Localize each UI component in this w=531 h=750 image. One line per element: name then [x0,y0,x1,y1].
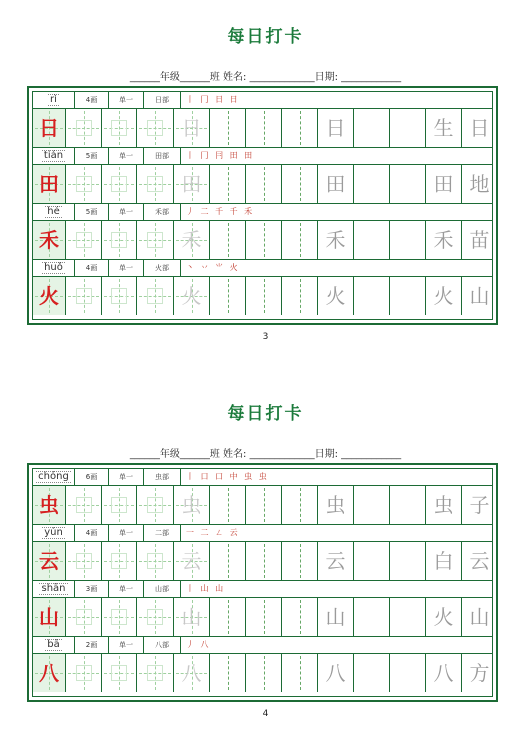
practice-box[interactable] [354,277,390,315]
practice-box[interactable] [137,277,174,315]
practice-box[interactable] [462,165,498,203]
practice-box[interactable] [66,598,102,636]
trace-character: 禾 [181,228,202,252]
example-character: 火 [325,284,346,308]
example-character: 子 [469,493,490,517]
model-character-box [33,277,66,315]
pinyin-label [33,637,75,653]
guide-square [111,497,127,513]
guide-square [111,288,127,304]
guide-square [111,553,127,569]
model-character: 田 [39,172,59,196]
character-practice-row [33,109,492,148]
radical-label: 田部 [144,148,181,164]
stroke-order: 丶 丷 ⺌ 火 [186,263,240,272]
example-character: 白 [433,549,454,573]
example-character: 地 [469,172,490,196]
practice-box[interactable] [354,542,390,580]
guide-square [147,232,163,248]
practice-box[interactable] [462,486,498,524]
example-character: 山 [469,605,490,629]
character-info-row [33,92,492,109]
character-practice-row [33,654,492,693]
practice-box[interactable] [174,654,210,692]
practice-box[interactable] [318,542,354,580]
guide-line-vertical [300,167,301,201]
example-character: 苗 [469,228,490,252]
practice-box[interactable] [66,486,102,524]
stroke-order: 丨 冂 冃 田 田 [186,151,255,160]
structure-label: 单一 [109,260,144,276]
guide-line-vertical [300,656,301,690]
model-character-box [33,486,66,524]
practice-box[interactable] [210,598,246,636]
practice-box[interactable] [66,277,102,315]
practice-box[interactable] [210,542,246,580]
structure-label: 单一 [109,204,144,220]
model-character: 日 [39,116,59,140]
practice-box[interactable] [426,221,462,259]
guide-line-vertical [300,223,301,257]
practice-box[interactable] [137,542,174,580]
example-character: 日 [325,116,346,140]
guide-line-vertical [300,544,301,578]
guide-line-vertical [228,600,229,634]
practice-box[interactable] [318,109,354,147]
practice-box[interactable] [462,542,498,580]
model-character: 八 [39,661,59,685]
practice-box[interactable] [390,486,426,524]
pinyin-text: hé [47,206,60,217]
character-info-row [33,148,492,165]
practice-box[interactable] [426,277,462,315]
structure-label: 单一 [109,148,144,164]
practice-box[interactable] [174,165,210,203]
guide-line-vertical [300,488,301,522]
stroke-order: 丨 冂 日 日 [186,95,240,104]
practice-box[interactable] [462,109,498,147]
practice-box[interactable] [426,165,462,203]
guide-square [147,176,163,192]
model-character-box [33,109,66,147]
stroke-order: 丨 口 口 中 虫 虫 [186,472,269,481]
pinyin-label [33,204,75,220]
practice-box[interactable] [462,221,498,259]
guide-square [76,665,92,681]
guide-line-vertical [228,279,229,313]
example-character: 虫 [325,493,346,517]
guide-square [147,288,163,304]
guide-square [76,497,92,513]
practice-box[interactable] [282,598,318,636]
guide-square [147,120,163,136]
practice-box[interactable] [246,654,282,692]
practice-box[interactable] [102,109,137,147]
trace-character: 虫 [181,493,202,517]
practice-box[interactable] [66,654,102,692]
model-character-box [33,542,66,580]
guide-line-vertical [228,656,229,690]
structure-label: 单一 [109,581,144,597]
practice-box[interactable] [66,542,102,580]
guide-square [111,176,127,192]
stroke-count: 5画 [75,204,109,220]
guide-line-vertical [300,279,301,313]
practice-box[interactable] [282,221,318,259]
practice-box[interactable] [390,165,426,203]
guide-square [76,288,92,304]
character-practice-row [33,486,492,525]
practice-box[interactable] [282,277,318,315]
example-character: 禾 [325,228,346,252]
practice-box[interactable] [318,165,354,203]
practice-box[interactable] [210,165,246,203]
example-character: 日 [469,116,490,140]
character-practice-row [33,165,492,204]
practice-box[interactable] [462,598,498,636]
guide-line-vertical [264,279,265,313]
practice-box[interactable] [246,542,282,580]
guide-square [147,553,163,569]
practice-box[interactable] [390,109,426,147]
practice-box[interactable] [137,165,174,203]
practice-box[interactable] [282,486,318,524]
practice-box[interactable] [390,221,426,259]
guide-line-vertical [264,111,265,145]
character-practice-row [33,542,492,581]
guide-line-vertical [264,600,265,634]
example-character: 云 [325,549,346,573]
example-character: 山 [469,284,490,308]
practice-box[interactable] [66,221,102,259]
practice-box[interactable] [354,221,390,259]
pinyin-text: huǒ [44,262,63,273]
radical-label: 日部 [144,92,181,108]
character-info-row [33,204,492,221]
practice-box[interactable] [246,598,282,636]
stroke-count: 3画 [75,581,109,597]
practice-grid [27,86,498,325]
radical-label: 火部 [144,260,181,276]
practice-box[interactable] [318,654,354,692]
example-character: 云 [469,549,490,573]
guide-square [147,665,163,681]
trace-character: 田 [181,172,202,196]
practice-box[interactable] [137,221,174,259]
practice-box[interactable] [137,598,174,636]
practice-box[interactable] [174,277,210,315]
practice-box[interactable] [210,654,246,692]
practice-box[interactable] [102,165,137,203]
guide-line-vertical [300,600,301,634]
sheet-title: 每日打卡 [227,404,304,424]
practice-box[interactable] [318,221,354,259]
guide-line-vertical [228,488,229,522]
practice-box[interactable] [174,221,210,259]
practice-box[interactable] [174,109,210,147]
character-info-row [33,637,492,654]
stroke-order: 丨 山 山 [186,584,226,593]
practice-box[interactable] [246,221,282,259]
practice-box[interactable] [282,654,318,692]
trace-character: 云 [181,549,202,573]
guide-line-vertical [228,111,229,145]
example-character: 生 [433,116,454,140]
stroke-count: 4画 [75,92,109,108]
structure-label: 单一 [109,637,144,653]
pinyin-text: chóng [38,471,69,482]
practice-box[interactable] [210,486,246,524]
page-number: 4 [262,709,269,719]
stroke-order: 丿 八 [186,640,211,649]
guide-line-vertical [228,544,229,578]
trace-character: 八 [181,661,202,685]
radical-label: 禾部 [144,204,181,220]
guide-line-vertical [228,223,229,257]
radical-label: 二部 [144,525,181,541]
practice-box[interactable] [174,486,210,524]
guide-square [111,665,127,681]
practice-box[interactable] [390,277,426,315]
pinyin-label [33,148,75,164]
guide-square [111,609,127,625]
practice-box[interactable] [462,277,498,315]
practice-box[interactable] [426,486,462,524]
example-character: 虫 [433,493,454,517]
example-character: 八 [325,661,346,685]
guide-square [147,497,163,513]
practice-grid-inner [32,468,493,697]
guide-square [147,609,163,625]
stroke-count: 6画 [75,469,109,485]
model-character: 云 [39,549,59,573]
practice-box[interactable] [354,165,390,203]
radical-label: 虫部 [144,469,181,485]
student-info-line: ______年级______班 姓名: _____________日期: ____________ [129,72,402,83]
structure-label: 单一 [109,469,144,485]
practice-box[interactable] [174,542,210,580]
practice-box[interactable] [246,277,282,315]
character-practice-row [33,277,492,316]
practice-box[interactable] [282,109,318,147]
character-practice-row [33,598,492,637]
structure-label: 单一 [109,92,144,108]
guide-line-vertical [264,488,265,522]
guide-square [76,120,92,136]
example-character: 田 [433,172,454,196]
practice-box[interactable] [282,542,318,580]
model-character: 火 [39,284,59,308]
practice-box[interactable] [462,654,498,692]
practice-box[interactable] [318,486,354,524]
example-character: 方 [469,661,490,685]
model-character: 虫 [39,493,59,517]
guide-square [76,553,92,569]
practice-box[interactable] [102,486,137,524]
page-number: 3 [262,332,269,342]
practice-box[interactable] [66,165,102,203]
pinyin-label [33,260,75,276]
practice-box[interactable] [426,654,462,692]
example-character: 八 [433,661,454,685]
example-character: 火 [433,605,454,629]
practice-box[interactable] [354,598,390,636]
guide-line-vertical [264,167,265,201]
trace-character: 日 [181,116,202,140]
practice-box[interactable] [246,109,282,147]
trace-character: 火 [181,284,202,308]
character-info-row [33,525,492,542]
practice-box[interactable] [354,486,390,524]
pinyin-text: bā [47,639,60,650]
practice-box[interactable] [210,221,246,259]
pinyin-text: yún [44,527,63,538]
student-info-line: ______年级______班 姓名: _____________日期: ____________ [129,449,402,460]
practice-box[interactable] [426,598,462,636]
stroke-count: 4画 [75,260,109,276]
guide-square [76,232,92,248]
model-character-box [33,654,66,692]
practice-box[interactable] [210,277,246,315]
model-character-box [33,598,66,636]
practice-box[interactable] [318,277,354,315]
practice-grid-inner [32,91,493,320]
radical-label: 八部 [144,637,181,653]
practice-box[interactable] [354,109,390,147]
practice-box[interactable] [390,654,426,692]
character-info-row [33,260,492,277]
practice-grid [27,463,498,702]
sheet-title: 每日打卡 [227,27,304,47]
practice-box[interactable] [210,109,246,147]
practice-box[interactable] [102,654,137,692]
example-character: 田 [325,172,346,196]
practice-box[interactable] [282,165,318,203]
guide-line-vertical [264,656,265,690]
practice-box[interactable] [390,542,426,580]
practice-box[interactable] [246,486,282,524]
guide-line-vertical [264,223,265,257]
model-character-box [33,165,66,203]
pinyin-text: shān [41,583,66,594]
practice-box[interactable] [246,165,282,203]
pinyin-label [33,92,75,108]
example-character: 山 [325,605,346,629]
guide-square [111,120,127,136]
practice-box[interactable] [390,598,426,636]
radical-label: 山部 [144,581,181,597]
pinyin-text: rì [50,94,57,105]
guide-square [76,609,92,625]
example-character: 火 [433,284,454,308]
guide-line-vertical [264,544,265,578]
model-character: 禾 [39,228,59,252]
stroke-order: 一 二 ㄥ 云 [186,528,240,537]
guide-line-vertical [300,111,301,145]
practice-box[interactable] [426,109,462,147]
pinyin-label [33,469,75,485]
practice-box[interactable] [102,221,137,259]
pinyin-label [33,525,75,541]
model-character: 山 [39,605,59,629]
practice-box[interactable] [174,598,210,636]
practice-box[interactable] [102,542,137,580]
guide-square [76,176,92,192]
character-info-row [33,581,492,598]
practice-box[interactable] [102,277,137,315]
stroke-count: 4画 [75,525,109,541]
practice-box[interactable] [318,598,354,636]
character-info-row [33,469,492,486]
example-character: 禾 [433,228,454,252]
practice-box[interactable] [354,654,390,692]
guide-square [111,232,127,248]
practice-box[interactable] [102,598,137,636]
pinyin-text: tián [43,150,64,161]
structure-label: 单一 [109,525,144,541]
trace-character: 山 [181,605,202,629]
practice-box[interactable] [137,486,174,524]
stroke-count: 2画 [75,637,109,653]
model-character-box [33,221,66,259]
practice-box[interactable] [137,109,174,147]
stroke-count: 5画 [75,148,109,164]
practice-box[interactable] [137,654,174,692]
pinyin-label [33,581,75,597]
practice-box[interactable] [426,542,462,580]
practice-box[interactable] [66,109,102,147]
guide-line-vertical [228,167,229,201]
stroke-order: 丿 二 千 千 禾 [186,207,255,216]
character-practice-row [33,221,492,260]
